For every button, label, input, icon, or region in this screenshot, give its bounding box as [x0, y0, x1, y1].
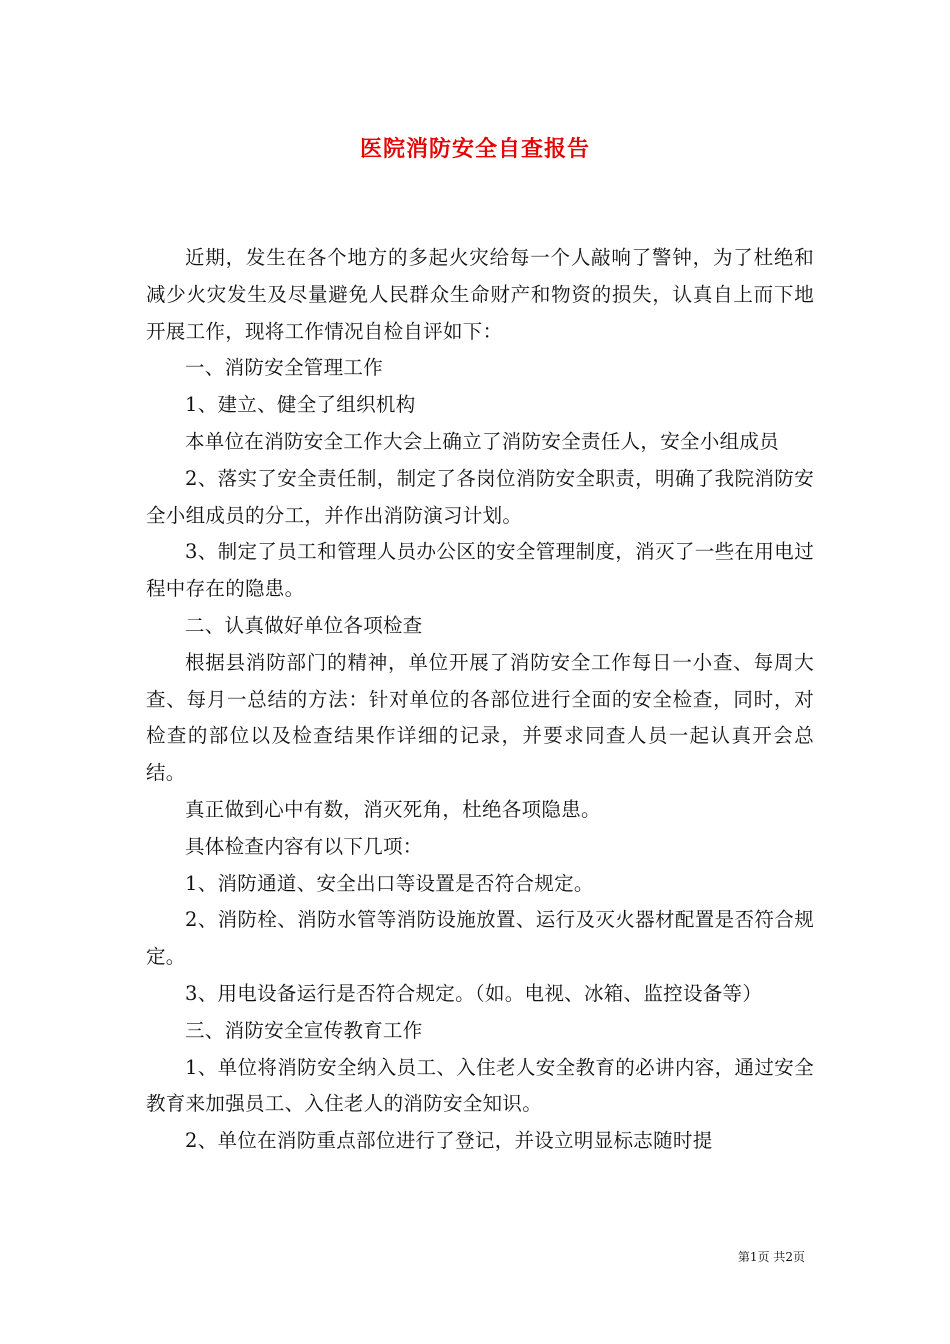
- list-item-2-2: 2、消防栓、消防水管等消防设施放置、运行及灭火器材配置是否符合规定。: [146, 908, 814, 969]
- list-item-1-3: 3、制定了员工和管理人员办公区的安全管理制度，消灭了一些在用电过程中存在的隐患。: [146, 540, 814, 601]
- document-title: 医院消防安全自查报告: [359, 137, 590, 162]
- paragraph: 具体检查内容有以下几项：: [185, 834, 423, 858]
- page-number: 第1页 共2页: [737, 1250, 805, 1264]
- section-heading-3: 三、消防安全宣传教育工作: [185, 1018, 423, 1042]
- paragraph: 根据县消防部门的精神，单位开展了消防安全工作每日一小查、每周大查、每月一总结的方法：针对单位的各部位进行全面的安全检查，同时，对检查的部位以及检查结果作详细的记录，并要求同查人员一起认真开会总结。: [146, 650, 814, 785]
- list-item-3-2: 2、单位在消防重点部位进行了登记，并设立明显标志随时提: [185, 1129, 713, 1153]
- list-item-3-1: 1、单位将消防安全纳入员工、入住老人安全教育的必讲内容，通过安全教育来加强员工、入住老人的消防安全知识。: [146, 1055, 814, 1116]
- list-item-2-3: 3、用电设备运行是否符合规定。（如。电视、冰箱、监控设备等）: [185, 981, 763, 1005]
- list-item-1-2: 2、落实了安全责任制，制定了各岗位消防安全职责，明确了我院消防安全小组成员的分工，并作出消防演习计划。: [146, 466, 814, 527]
- paragraph: 本单位在消防安全工作大会上确立了消防安全责任人，安全小组成员: [185, 429, 780, 453]
- list-item-2-1: 1、消防通道、安全出口等设置是否符合规定。: [185, 871, 594, 895]
- section-heading-2: 二、认真做好单位各项检查: [185, 613, 423, 637]
- document-body: [146, 240, 814, 1160]
- paragraph: 真正做到心中有数，消灭死角，杜绝各项隐患。: [185, 797, 601, 821]
- list-item-1-1: 1、建立、健全了组织机构: [185, 393, 416, 417]
- paragraph-intro: 近期，发生在各个地方的多起火灾给每一个人敲响了警钟，为了杜绝和减少火灾发生及尽量避免人民群众生命财产和物资的损失，认真自上而下地开展工作，现将工作情况自检自评如下：: [146, 246, 814, 343]
- section-heading-1: 一、消防安全管理工作: [185, 356, 384, 380]
